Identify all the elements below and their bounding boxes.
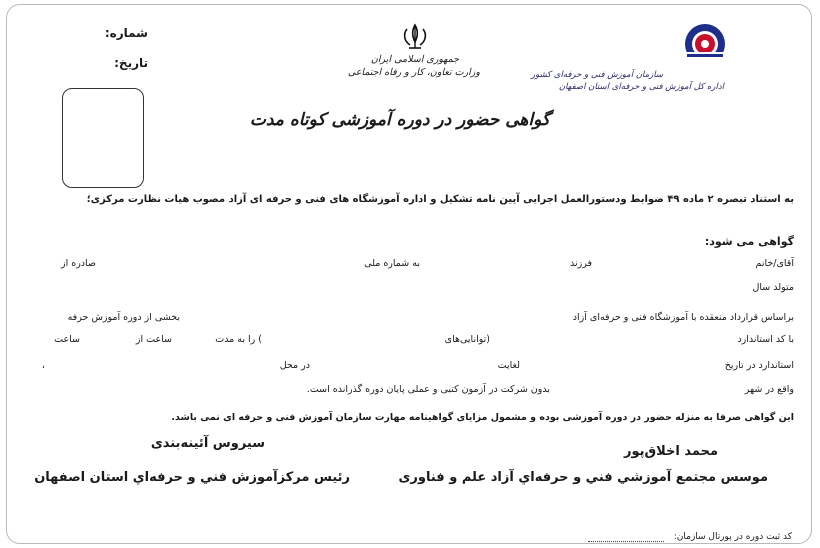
- field-born-year: متولد سال: [752, 282, 794, 293]
- certify-heading: گواهی می شود:: [704, 235, 794, 248]
- field-hours: ساعت: [54, 334, 80, 345]
- passed-text: بدون شرکت در آزمون کتبی و عملی پایان دوره گذرانده است.: [306, 384, 550, 395]
- left-signer-title: رئیس مرکزآموزش فني و حرفه‌اي استان اصفهان: [34, 470, 350, 485]
- field-issued-from: صادره از: [60, 258, 96, 269]
- field-hours-of: ساعت از: [135, 334, 172, 345]
- field-child-of: فرزند: [569, 258, 592, 269]
- part-of-course-text: بخشی از دوره آموزش حرفه: [67, 312, 180, 323]
- emblem-line2: وزارت تعاون، کار و رفاه اجتماعی: [347, 67, 480, 78]
- logo-line2: اداره کل آموزش فنی و حرفه‌ای استان اصفهان: [558, 82, 724, 92]
- logo-line1: سازمان آموزش فنی و حرفه‌ای کشور: [530, 70, 663, 80]
- field-national-no: به شماره ملی: [364, 258, 420, 269]
- field-mr-mrs: آقای/خانم: [755, 258, 794, 269]
- disclaimer-text: این گواهی صرفا به منزله حضور در دوره آموزشی بوده و مشمول مزایای گواهینامه مهارت سازمان آموزش فنی و حرفه ای نمی باشد.: [171, 412, 794, 423]
- field-located-in: واقع در شهر: [744, 384, 794, 395]
- field-date-from: استاندارد در تاریخ: [724, 360, 794, 371]
- certificate-title: گواهی حضور در دوره آموزشی کوتاه مدت: [249, 110, 550, 130]
- field-to: لغایت: [497, 360, 520, 371]
- photo-placeholder: [62, 88, 144, 188]
- field-comma: ،: [41, 360, 45, 371]
- iran-emblem-icon: [398, 22, 432, 52]
- emblem-line1: جمهوری اسلامی ایران: [370, 54, 460, 65]
- intro-text: به استناد تبصره ۲ ماده ۴۹ ضوابط ودستورالعمل اجرایی آیین نامه تشکیل و اداره آموزشگاه های فنی و حرفه ای آزاد مصوب هیات نظارت مرکزی؛: [86, 194, 794, 205]
- left-signer-name: سیروس آئینه‌بندی: [150, 436, 265, 451]
- field-at-place: در محل: [279, 360, 310, 371]
- portal-code-label: کد ثبت دوره در پورتال سازمان:: [673, 532, 792, 542]
- portal-code-dotted-line: [588, 541, 664, 542]
- tvto-logo-icon: [683, 22, 727, 66]
- right-signer-name: محمد اخلاق‌پور: [623, 444, 718, 459]
- date-label: تاریخ:: [114, 56, 148, 70]
- field-standard-code: با کد استاندارد: [737, 334, 794, 345]
- field-skills: (توانایی‌های: [444, 334, 490, 345]
- contract-text: براساس قرارداد منعقده با آموزشگاه فنی و حرفه‌ای آزاد: [572, 312, 794, 323]
- number-label: شماره:: [104, 26, 148, 40]
- field-duration: ) را به مدت: [215, 334, 262, 345]
- right-signer-title: موسس مجتمع آموزشي فني و حرفه‌اي آزاد علم و فناوری: [398, 470, 768, 485]
